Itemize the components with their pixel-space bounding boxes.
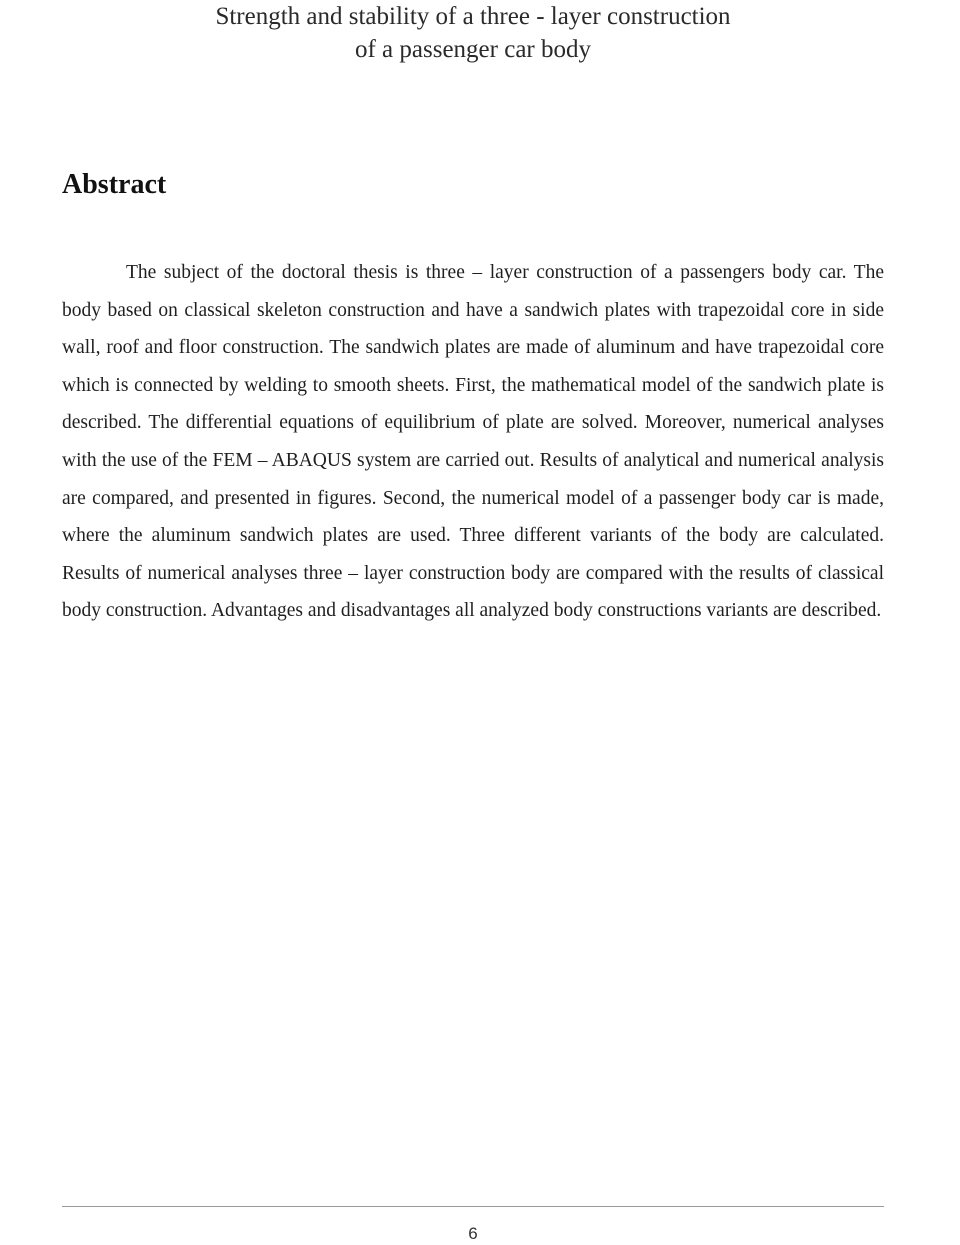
abstract-paragraph: The subject of the doctoral thesis is three – layer construction of a passengers body car. The body based on classical skeleton construction and have a sandwich plates with trapezoidal core in side wall, roof and floor construction. The sandwich plates are made of aluminum and have trapezoidal core which is connected by welding to smooth sheets. First, the mathematical model of the sandwich plate is described. The differential equations of equilibrium of plate are solved. Moreover, numerical analyses with the use of the FEM – ABAQUS system are carried out. Results of analytical and numerical analysis are compared, and presented in figures. Second, the numerical model of a passenger body car is made, where the aluminum sandwich plates are used. Three different variants of the body are calculated. Results of numerical analyses three – layer construction body are compared with the results of classical body construction. Advantages and disadvantages all analyzed body constructions variants are described.	[62, 262, 884, 622]
header-title-line-1: Strength and stability of a three - layer construction	[215, 3, 731, 30]
footer-divider	[62, 1206, 884, 1207]
abstract-heading: Abstract	[62, 169, 167, 200]
header-title-line-2: of a passenger car body	[354, 36, 591, 63]
page-number: 6	[468, 1224, 478, 1243]
running-header	[0, 0, 946, 66]
